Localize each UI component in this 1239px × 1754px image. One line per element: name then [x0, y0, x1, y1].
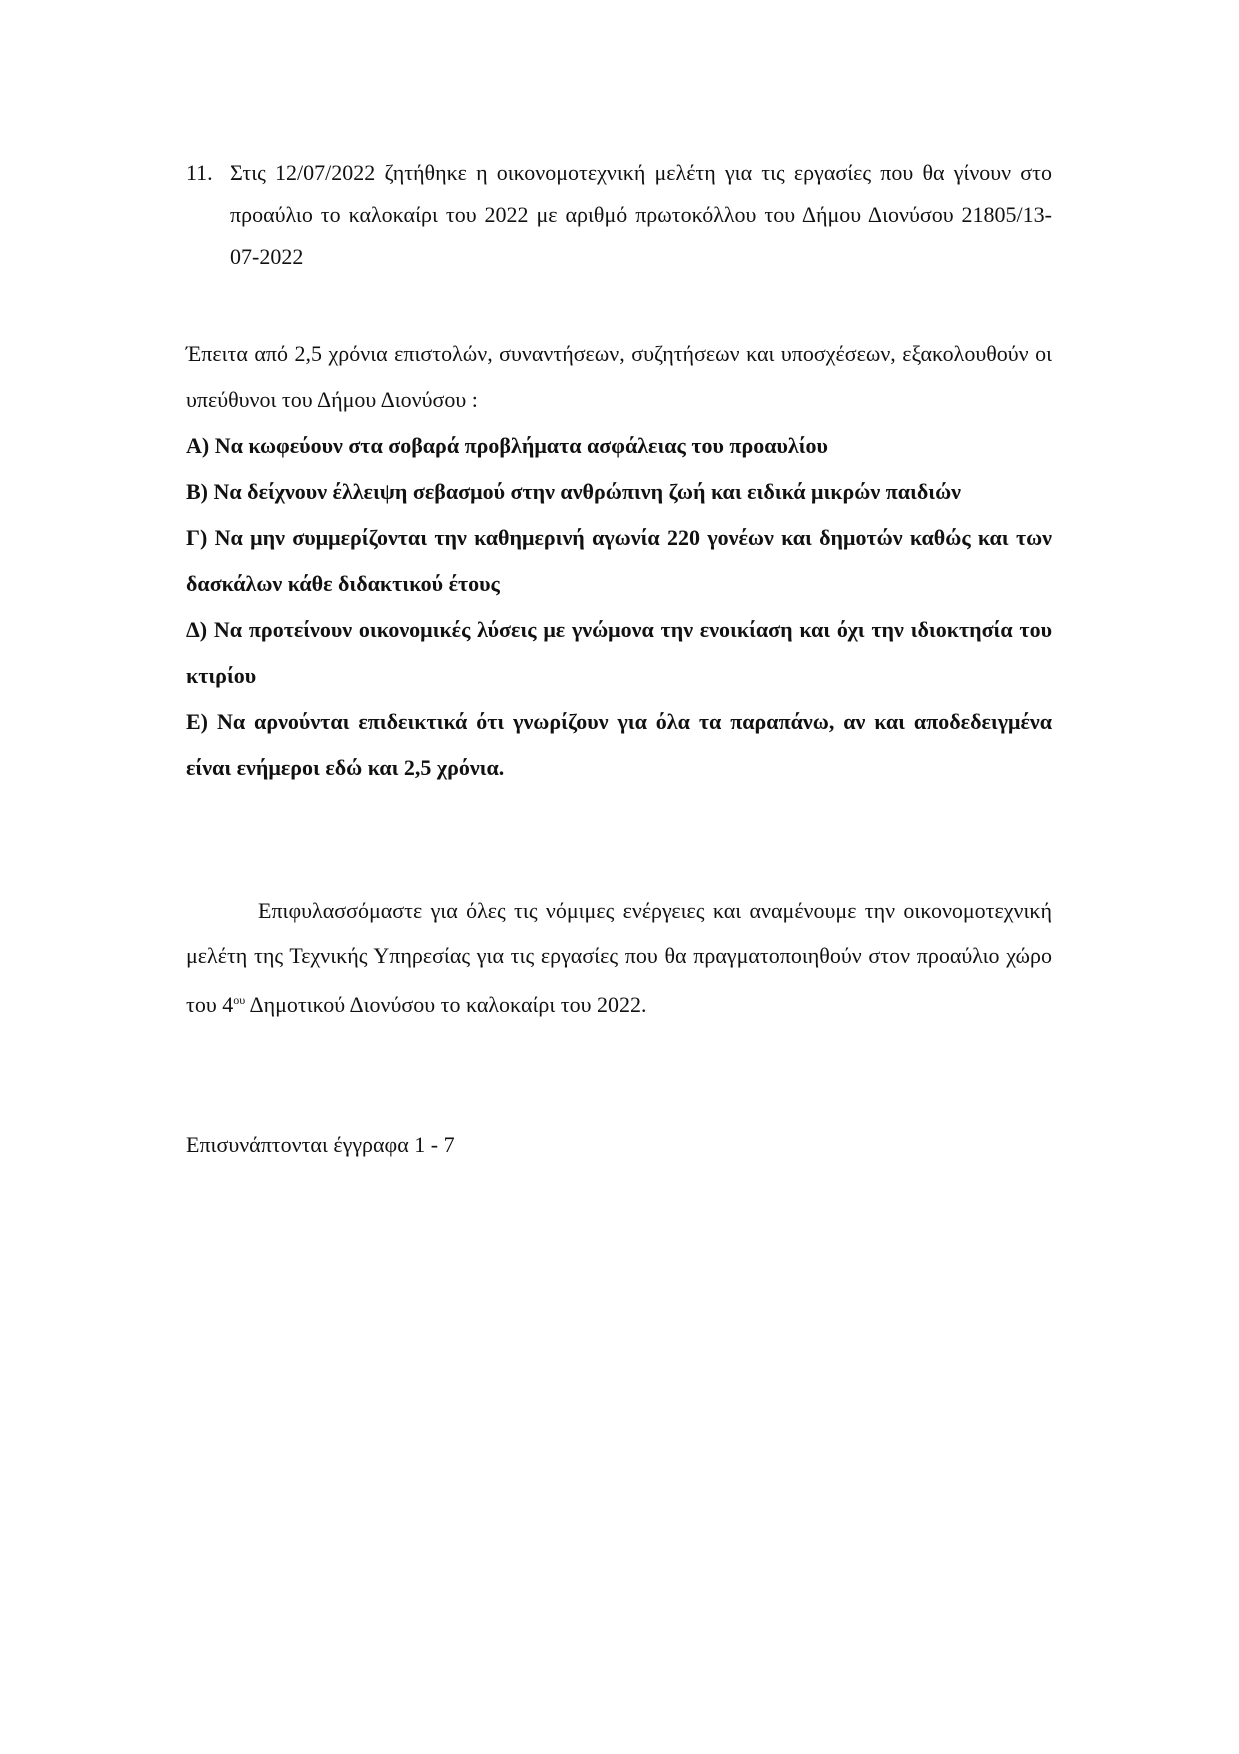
closing-text-start: Επιφυλασσόμαστε για όλες τις νόμιμες ενέργειες και αναμένουμε την οικονομοτεχνική μελέτη της Τεχνικής Υπηρεσίας για τις εργασίες που θα πραγματοποιηθούν στον προαύλιο χώρο του 4 [186, 898, 1052, 1017]
attachments-text: Επισυνάπτονται έγγραφα 1 - 7 [186, 1132, 455, 1157]
ordinal-superscript: ου [233, 993, 246, 1007]
complaint-points [186, 423, 1052, 791]
attachments-note [186, 1122, 1052, 1168]
point-e: Ε) Να αρνούνται επιδεικτικά ότι γνωρίζουν για όλα τα παραπάνω, αν και αποδεδειγμένα είναι ενήμεροι εδώ και 2,5 χρόνια. [186, 709, 1052, 780]
intro-text: Έπειτα από 2,5 χρόνια επιστολών, συναντήσεων, συζητήσεων και υποσχέσεων, εξακολουθούν οι υπεύθυνοι του Δήμου Διονύσου : [186, 341, 1052, 412]
item-number: 11. [186, 160, 213, 185]
point-a: Α) Να κωφεύουν στα σοβαρά προβλήματα ασφάλειας του προαυλίου [186, 433, 828, 458]
intro-paragraph [186, 331, 1052, 423]
closing-text-end: Δημοτικού Διονύσου το καλοκαίρι του 2022. [245, 992, 647, 1017]
point-c: Γ) Να μην συμμερίζονται την καθημερινή αγωνία 220 γονέων και δημοτών καθώς και των δασκάλων κάθε διδακτικού έτους [186, 525, 1052, 596]
item-text: Στις 12/07/2022 ζητήθηκε η οικονομοτεχνική μελέτη για τις εργασίες που θα γίνουν στο προαύλιο το καλοκαίρι του 2022 με αριθμό πρωτοκόλλου του Δήμου Διονύσου 21805/13-07-2022 [230, 160, 1052, 269]
numbered-item-11 [186, 152, 1052, 278]
closing-paragraph [186, 888, 1052, 1027]
point-b: Β) Να δείχνουν έλλειψη σεβασμού στην ανθρώπινη ζωή και ειδικά μικρών παιδιών [186, 479, 961, 504]
point-d: Δ) Να προτείνουν οικονομικές λύσεις με γνώμονα την ενοικίαση και όχι την ιδιοκτησία του κτιρίου [186, 617, 1052, 688]
